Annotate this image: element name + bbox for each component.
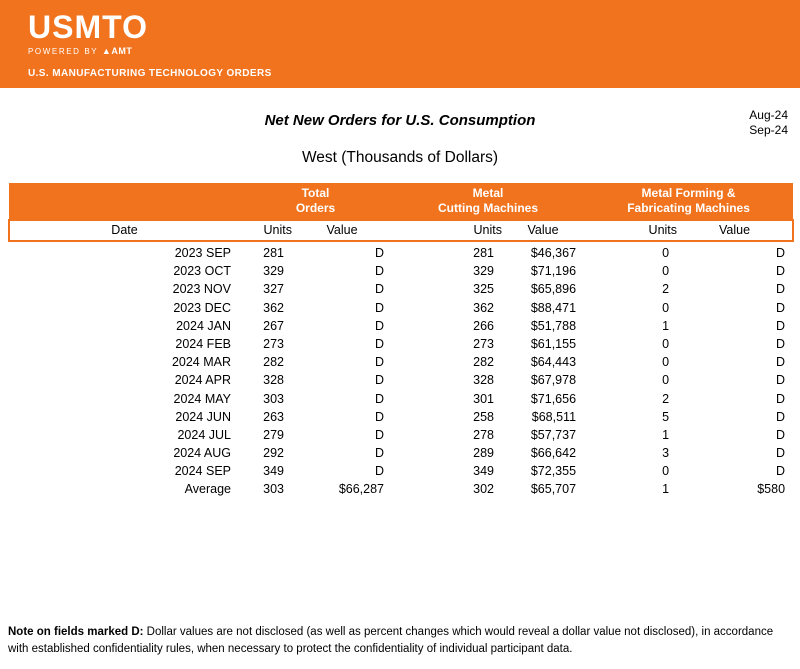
units-cell: 279 — [263, 427, 284, 442]
date-cell: 2023 NOV — [172, 282, 231, 297]
value-cell: $65,707 — [530, 482, 577, 497]
group-header-line: Metal Forming & — [641, 186, 736, 200]
table-row — [9, 426, 793, 444]
units-cell: 292 — [263, 446, 284, 461]
units-cell: 273 — [473, 336, 495, 351]
value-cell: D — [374, 282, 385, 297]
table-row — [9, 444, 793, 462]
value-cell: D — [374, 391, 385, 406]
units-cell: 266 — [473, 318, 495, 333]
value-cell: $51,788 — [530, 318, 577, 333]
column-header-units-2: Units — [392, 220, 502, 241]
units-cell: 0 — [662, 373, 670, 388]
units-cell: 278 — [473, 427, 495, 442]
date-cell: 2024 AUG — [173, 446, 231, 461]
units-cell: 2 — [662, 282, 670, 297]
units-cell: 273 — [263, 336, 284, 351]
group-header-line: Fabricating Machines — [627, 201, 750, 215]
units-cell: 349 — [263, 464, 284, 479]
column-header-date: Date — [9, 220, 239, 241]
units-cell: 0 — [662, 300, 670, 315]
table-row — [9, 408, 793, 426]
value-cell: $66,287 — [338, 482, 385, 497]
units-cell: 289 — [473, 446, 495, 461]
group-header-total-orders — [239, 183, 392, 220]
date-cell: 2024 FEB — [175, 336, 231, 351]
column-header-value-3: Value — [677, 220, 793, 241]
value-cell: D — [776, 391, 786, 406]
value-cell: D — [374, 446, 385, 461]
units-cell: 327 — [263, 282, 284, 297]
report-subtitle: West (Thousands of Dollars) — [301, 149, 499, 166]
group-header-metal-cutting — [392, 183, 584, 220]
report-period — [749, 108, 788, 138]
units-cell: 282 — [473, 355, 495, 370]
date-cell: 2024 JUN — [175, 409, 231, 424]
usmto-logo: USMTO — [28, 9, 148, 45]
table-row — [9, 390, 793, 408]
value-cell: D — [776, 355, 786, 370]
group-header-line: Metal — [472, 186, 504, 200]
value-cell: $88,471 — [530, 300, 577, 315]
column-header-units-1: Units — [239, 220, 292, 241]
units-cell: 282 — [263, 355, 284, 370]
date-cell: 2024 APR — [174, 373, 231, 388]
value-cell: D — [776, 427, 786, 442]
footnote-lead: Note on fields marked D: — [8, 626, 144, 638]
amt-logo-icon: ▲AMT — [101, 46, 133, 56]
units-cell: 302 — [473, 482, 495, 497]
footnote-text: Dollar values are not disclosed (as well as percent changes which would reveal a dollar value not disclosed), in accordance with established confidentiality rules, when necessary to protect the confidentiality of individual participant data. — [8, 626, 774, 655]
value-cell: D — [776, 264, 786, 279]
value-cell: $68,511 — [531, 409, 577, 424]
value-cell: $61,155 — [530, 336, 577, 351]
units-cell: 303 — [263, 391, 284, 406]
date-cell: 2023 DEC — [173, 300, 231, 315]
units-cell: 329 — [263, 264, 284, 279]
units-cell: 258 — [473, 409, 495, 424]
value-cell: D — [776, 409, 786, 424]
value-cell: D — [374, 464, 385, 479]
units-cell: 362 — [473, 300, 495, 315]
title-bar — [0, 108, 800, 137]
value-cell: D — [374, 373, 385, 388]
date-cell: 2024 JUL — [177, 427, 231, 442]
units-cell: 0 — [662, 264, 670, 279]
table-row — [9, 463, 793, 481]
value-cell: D — [374, 264, 385, 279]
value-cell: $580 — [757, 482, 786, 497]
value-cell: $57,737 — [530, 427, 577, 442]
disclosure-footnote — [8, 624, 790, 658]
units-cell: 281 — [263, 246, 284, 260]
date-cell: Average — [184, 482, 231, 497]
units-cell: 0 — [662, 246, 670, 260]
report-title: Net New Orders for U.S. Consumption — [264, 112, 536, 129]
group-header-line: Total — [301, 186, 330, 200]
value-cell: D — [374, 409, 385, 424]
column-header-value-1: Value — [292, 220, 392, 241]
table-row — [9, 281, 793, 299]
units-cell: 3 — [662, 446, 670, 461]
table-row — [9, 335, 793, 353]
units-cell: 325 — [473, 282, 495, 297]
powered-by-line — [28, 46, 800, 56]
date-cell: 2024 SEP — [174, 464, 231, 479]
value-cell: D — [776, 446, 786, 461]
value-cell: D — [374, 427, 385, 442]
value-cell: D — [776, 300, 786, 315]
value-cell: D — [776, 246, 786, 260]
value-cell: $71,656 — [530, 391, 577, 406]
units-cell: 1 — [662, 482, 670, 497]
average-row — [9, 481, 793, 499]
table-row — [9, 372, 793, 390]
column-header-value-2: Value — [502, 220, 584, 241]
group-header-row — [9, 183, 793, 220]
value-cell: D — [374, 336, 385, 351]
period-line-1: Aug-24 — [749, 108, 788, 122]
table-row — [9, 263, 793, 281]
value-cell: D — [374, 318, 385, 333]
table-row — [9, 354, 793, 372]
units-cell: 0 — [662, 355, 670, 370]
units-cell: 329 — [473, 264, 495, 279]
units-cell: 303 — [263, 482, 284, 497]
value-cell: D — [374, 355, 385, 370]
date-cell: 2024 MAR — [171, 355, 231, 370]
table-head — [9, 183, 793, 241]
value-cell: D — [776, 336, 786, 351]
date-cell: 2024 MAY — [173, 391, 231, 406]
units-cell: 1 — [662, 318, 670, 333]
units-cell: 2 — [662, 391, 670, 406]
powered-by-label: POWERED BY — [28, 47, 99, 56]
column-header-row — [9, 220, 793, 241]
units-cell: 328 — [263, 373, 284, 388]
units-cell: 1 — [662, 427, 670, 442]
table-row — [9, 317, 793, 335]
group-header-line: Orders — [295, 201, 336, 215]
units-cell: 267 — [263, 318, 284, 333]
value-cell: $65,896 — [530, 282, 577, 297]
value-cell: $46,367 — [530, 246, 577, 260]
date-cell: 2023 OCT — [173, 264, 231, 279]
period-line-2: Sep-24 — [749, 123, 788, 137]
units-cell: 263 — [263, 409, 284, 424]
units-cell: 301 — [473, 391, 495, 406]
units-cell: 328 — [473, 373, 495, 388]
value-cell: $64,443 — [530, 355, 577, 370]
units-cell: 5 — [662, 409, 670, 424]
units-cell: 0 — [662, 336, 670, 351]
value-cell: D — [374, 300, 385, 315]
orders-table — [8, 183, 794, 499]
value-cell: $66,642 — [530, 446, 577, 461]
group-header-metal-forming — [584, 183, 793, 220]
value-cell: $72,355 — [530, 464, 577, 479]
units-cell: 362 — [263, 300, 284, 315]
value-cell: D — [776, 318, 786, 333]
group-header-line: Cutting Machines — [438, 201, 539, 215]
value-cell: $67,978 — [530, 373, 577, 388]
date-cell: 2024 JAN — [176, 318, 231, 333]
brand-banner — [0, 0, 800, 88]
value-cell: D — [374, 246, 385, 260]
value-cell: D — [776, 282, 786, 297]
column-header-units-3: Units — [584, 220, 677, 241]
table-row — [9, 299, 793, 317]
banner-tagline: U.S. MANUFACTURING TECHNOLOGY ORDERS — [28, 68, 272, 79]
value-cell: D — [776, 464, 786, 479]
units-cell: 281 — [473, 246, 495, 260]
table-body — [9, 241, 793, 499]
value-cell: D — [776, 373, 786, 388]
units-cell: 0 — [662, 464, 670, 479]
value-cell: $71,196 — [530, 264, 577, 279]
group-header-spacer — [9, 183, 239, 220]
date-cell: 2023 SEP — [174, 246, 231, 260]
units-cell: 349 — [473, 464, 495, 479]
table-row — [9, 241, 793, 263]
